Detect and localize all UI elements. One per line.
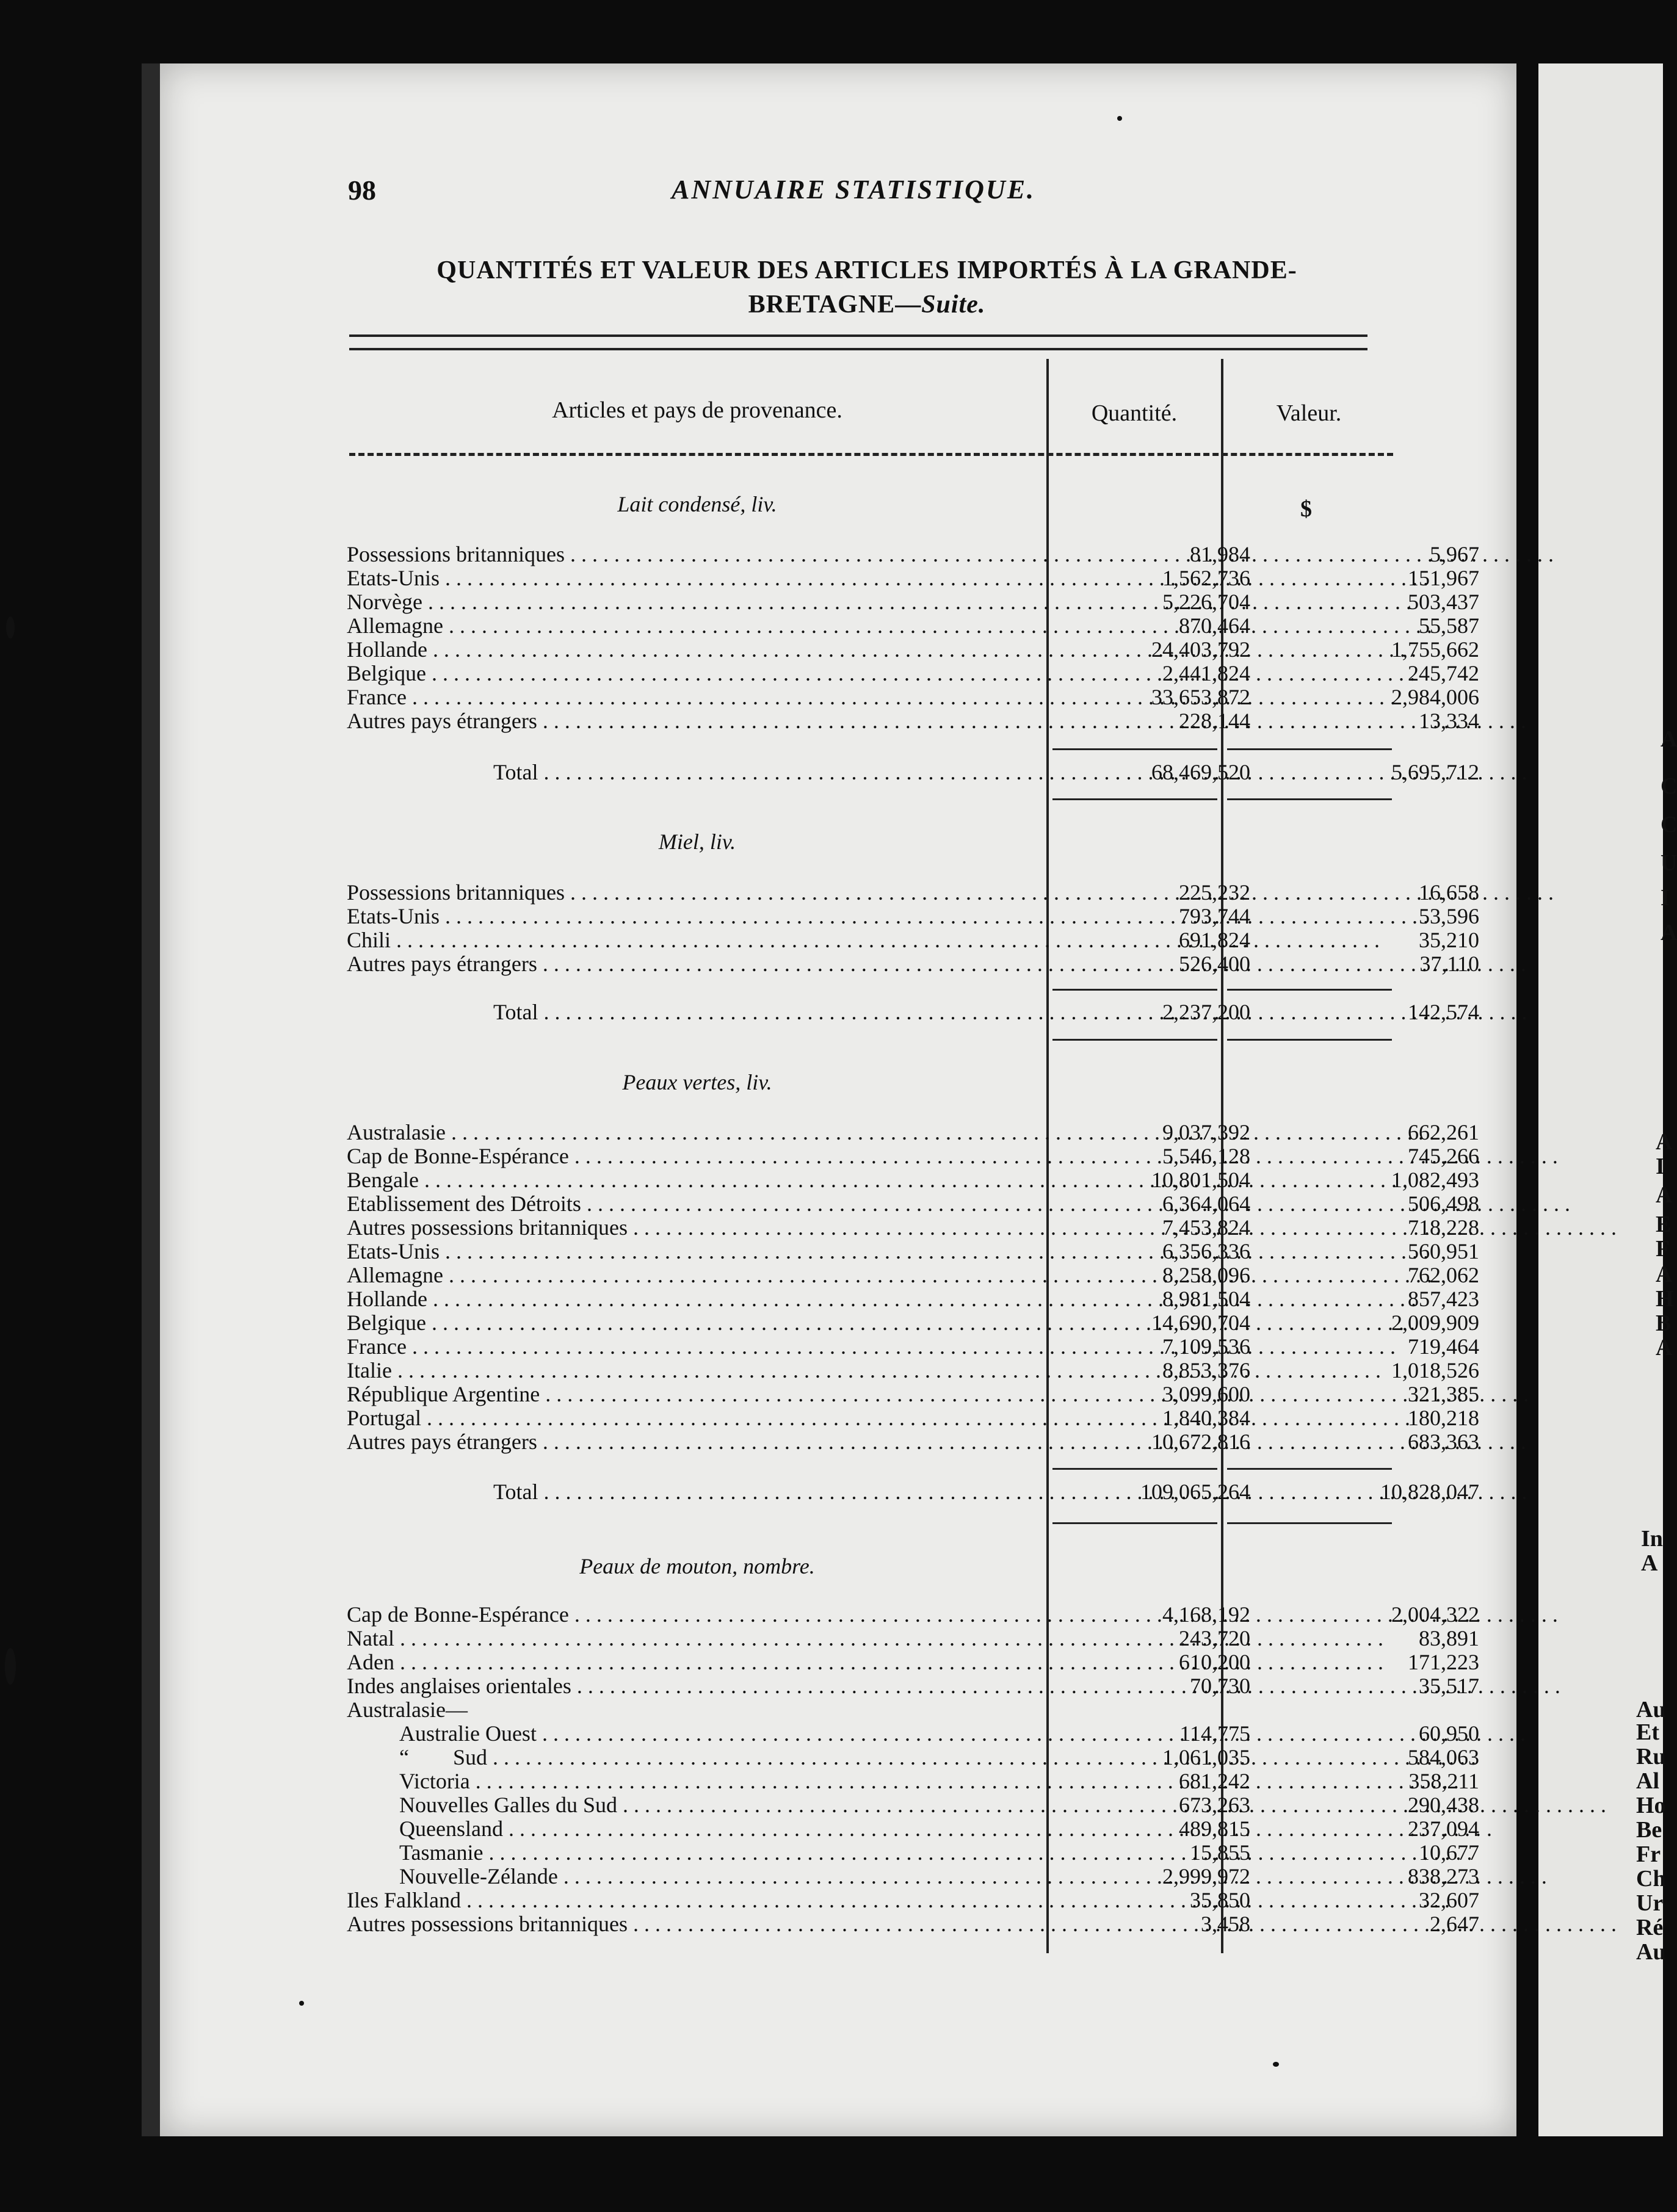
table-row: [347, 1287, 1479, 1311]
row-value: 745,266: [1408, 1144, 1479, 1168]
row-value: 719,464: [1408, 1334, 1479, 1359]
table-row: [347, 1912, 1479, 1936]
scan-artifact: [299, 2001, 304, 2006]
row-value: 32,607: [1419, 1888, 1479, 1912]
row-value: 60,950: [1419, 1721, 1479, 1746]
table-row: [347, 1191, 1479, 1216]
row-quantity: 3,099,600: [1162, 1382, 1250, 1406]
table-row: [347, 590, 1479, 614]
table-row: [347, 1215, 1479, 1240]
total-value: 142,574: [1408, 1000, 1479, 1024]
facing-letter: Et: [1636, 1719, 1659, 1745]
row-quantity: 2,999,972: [1162, 1864, 1250, 1889]
title-double-rule: [349, 334, 1367, 350]
facing-letter: B: [1656, 1310, 1672, 1336]
sum-rule: [1227, 1468, 1392, 1470]
row-value: 503,437: [1408, 590, 1479, 614]
row-quantity: 14,690,704: [1151, 1310, 1250, 1335]
table-title-line1: QUANTITÉS ET VALEUR DES ARTICLES IMPORTÉS À LA GRANDE-: [436, 256, 1297, 284]
facing-letter: Be: [1636, 1817, 1662, 1843]
sum-rule: [1052, 798, 1217, 800]
book-spine: [142, 63, 160, 2136]
row-quantity: 4,168,192: [1162, 1602, 1250, 1627]
row-quantity: 2,441,824: [1162, 661, 1250, 685]
scan-artifact: [1273, 2062, 1279, 2067]
sum-rule: [1052, 1039, 1217, 1041]
facing-letter: A: [1661, 920, 1677, 945]
row-name: Autres pays étrangers: [347, 709, 537, 733]
row-name: Autres possessions britanniques: [347, 1215, 628, 1240]
section-title: Lait condensé, liv.: [617, 492, 777, 516]
row-name: Australasie: [347, 1120, 446, 1144]
row-quantity: 870,464: [1179, 613, 1250, 638]
row-name: Chili: [347, 928, 391, 952]
page-number: 98: [348, 175, 376, 206]
table-row: [347, 928, 1479, 952]
row-name: Italie: [347, 1358, 392, 1382]
row-quantity: 15,855: [1190, 1840, 1250, 1865]
row-quantity: 35,850: [1190, 1888, 1250, 1912]
scan-artifact: [1117, 116, 1122, 121]
row-name: Hollande: [347, 1287, 427, 1311]
facing-letter: A: [1656, 1129, 1673, 1155]
facing-letter: Al: [1636, 1768, 1659, 1794]
row-value: 560,951: [1408, 1239, 1479, 1263]
facing-letter: Ch: [1636, 1866, 1666, 1892]
row-name: Possessions britanniques: [347, 542, 565, 566]
row-name: République Argentine: [347, 1382, 540, 1406]
row-quantity: 6,364,064: [1162, 1191, 1250, 1216]
table-row: [347, 1650, 1479, 1674]
row-name: Nouvelle-Zélande: [399, 1864, 558, 1889]
row-quantity: 243,720: [1179, 1626, 1250, 1650]
row-name: Etats-Unis: [347, 566, 440, 590]
table-row: [347, 880, 1479, 905]
row-name: Portugal: [347, 1406, 421, 1430]
facing-letter: E: [1656, 1212, 1672, 1237]
row-name: Natal: [347, 1626, 394, 1650]
table-row: [347, 1674, 1479, 1698]
row-name: Queensland: [399, 1816, 503, 1841]
facing-letter: Ur: [1636, 1890, 1664, 1916]
facing-letter: U: [1661, 850, 1677, 876]
row-value: 584,063: [1408, 1745, 1479, 1769]
row-value: 171,223: [1408, 1650, 1479, 1674]
row-value: 718,228: [1408, 1215, 1479, 1240]
facing-letter: H: [1656, 1286, 1674, 1312]
table-row: [347, 904, 1479, 928]
sum-rule: [1227, 798, 1392, 800]
row-value: 358,211: [1408, 1769, 1479, 1793]
row-quantity: 8,258,096: [1162, 1263, 1250, 1287]
row-name: Autres possessions britanniques: [347, 1912, 628, 1936]
row-quantity: 681,242: [1179, 1769, 1250, 1793]
row-value: 290,438: [1408, 1793, 1479, 1817]
table-row: [347, 1769, 1479, 1793]
row-quantity: 6,356,336: [1162, 1239, 1250, 1263]
total-quantity: 109,065,264: [1140, 1480, 1250, 1504]
row-name: Etats-Unis: [347, 904, 440, 928]
row-value: 1,018,526: [1391, 1358, 1479, 1382]
row-value: 35,210: [1419, 928, 1479, 952]
row-name: Autres pays étrangers: [347, 1429, 537, 1454]
row-name: France: [347, 685, 407, 709]
table-row: [347, 1816, 1479, 1841]
header-rule: [349, 453, 1393, 456]
sum-rule: [1227, 989, 1392, 991]
facing-letter: A: [1656, 1335, 1673, 1361]
row-quantity: 610,200: [1179, 1650, 1250, 1674]
row-name: Autres pays étrangers: [347, 952, 537, 976]
row-quantity: 10,672,816: [1151, 1429, 1250, 1454]
table-row: [347, 613, 1479, 638]
sum-rule: [1052, 1522, 1217, 1524]
facing-letter: C: [1661, 812, 1677, 837]
table-row: [347, 1888, 1479, 1912]
row-name: Etats-Unis: [347, 1239, 440, 1263]
row-quantity: 5,226,704: [1162, 590, 1250, 614]
row-name: Indes anglaises orientales: [347, 1674, 571, 1698]
row-quantity: 8,981,504: [1162, 1287, 1250, 1311]
row-name: Hollande: [347, 637, 427, 662]
facing-letter: Ho: [1636, 1793, 1666, 1818]
row-name: “ Sud: [399, 1745, 487, 1769]
facing-letter: A: [1656, 1262, 1673, 1287]
column-header-valeur: Valeur.: [1276, 400, 1342, 426]
row-name: Etablissement des Détroits: [347, 1191, 581, 1216]
row-value: 151,967: [1408, 566, 1479, 590]
facing-page-edge: [1538, 63, 1677, 2136]
row-quantity: 228,144: [1179, 709, 1250, 733]
row-quantity: 7,109,536: [1162, 1334, 1250, 1359]
row-name: Allemagne: [347, 613, 443, 638]
facing-letter: Ré: [1636, 1915, 1664, 1940]
table-row: [347, 661, 1479, 685]
row-value: 180,218: [1408, 1406, 1479, 1430]
sum-rule: [1227, 748, 1392, 750]
section-title: Peaux de mouton, nombre.: [579, 1554, 815, 1578]
table-row: [347, 1382, 1479, 1406]
row-quantity: 70,730: [1190, 1674, 1250, 1698]
row-value: 762,062: [1408, 1263, 1479, 1287]
row-quantity: 793,744: [1179, 904, 1250, 928]
sum-rule: [1052, 1468, 1217, 1470]
sum-rule: [1052, 989, 1217, 991]
row-value: 838,273: [1408, 1864, 1479, 1889]
row-value: 13,334: [1419, 709, 1479, 733]
row-quantity: 1,061,035: [1162, 1745, 1250, 1769]
table-row: [347, 1697, 1385, 1722]
facing-letter: Ru: [1636, 1744, 1666, 1769]
column-header-articles: Articles et pays de provenance.: [552, 397, 842, 423]
table-row: [347, 1745, 1479, 1769]
row-value: 35,517: [1419, 1674, 1479, 1698]
row-name: Nouvelles Galles du Sud: [399, 1793, 617, 1817]
row-name: Cap de Bonne-Espérance: [347, 1602, 569, 1627]
row-value: 83,891: [1419, 1626, 1479, 1650]
total-row: [347, 1000, 1479, 1024]
facing-letter: A: [1656, 1182, 1673, 1208]
row-quantity: 1,840,384: [1162, 1406, 1250, 1430]
row-name: Australie Ouest: [399, 1721, 537, 1746]
row-quantity: 7,453,824: [1162, 1215, 1250, 1240]
sum-rule: [1227, 1522, 1392, 1524]
row-value: 55,587: [1419, 613, 1479, 638]
table-row: [347, 1864, 1479, 1889]
row-name: France: [347, 1334, 407, 1359]
total-value: 10,828,047: [1380, 1480, 1479, 1504]
row-quantity: 81,984: [1190, 542, 1250, 566]
facing-letter: F: [1656, 1236, 1670, 1262]
table-row: [347, 1144, 1479, 1168]
row-quantity: 225,232: [1179, 880, 1250, 905]
row-value: 1,755,662: [1391, 637, 1479, 662]
page-header: [348, 174, 1386, 217]
total-quantity: 68,469,520: [1151, 760, 1250, 784]
sum-rule: [1052, 748, 1217, 750]
total-row: [347, 760, 1479, 784]
total-quantity: 2,237,200: [1162, 1000, 1250, 1024]
facing-letter: Au: [1636, 1939, 1666, 1965]
table-row: [347, 1406, 1479, 1430]
facing-letter: In: [1641, 1526, 1663, 1552]
total-value: 5,695,712: [1391, 760, 1479, 784]
row-quantity: 114,775: [1179, 1721, 1250, 1746]
running-title: ANNUAIRE STATISTIQUE.: [672, 175, 1036, 204]
row-value: 2,004,322: [1391, 1602, 1479, 1627]
row-value: 237,094: [1408, 1816, 1479, 1841]
table-row: [347, 1120, 1479, 1144]
row-value: 506,498: [1408, 1191, 1479, 1216]
row-quantity: 24,403,792: [1151, 637, 1250, 662]
scan-artifact: [5, 1648, 16, 1685]
table-row: [347, 566, 1479, 590]
row-name: Possessions britanniques: [347, 880, 565, 905]
row-value: 2,984,006: [1391, 685, 1479, 709]
row-quantity: 691,824: [1179, 928, 1250, 952]
row-quantity: 8,853,376: [1162, 1358, 1250, 1382]
facing-letter: I: [1656, 1154, 1665, 1179]
table-row: [347, 1602, 1479, 1627]
table-row: [347, 952, 1479, 976]
row-value: 2,647: [1430, 1912, 1479, 1936]
row-name: Victoria: [399, 1769, 470, 1793]
row-value: 321,385: [1408, 1382, 1479, 1406]
table-title-suite: Suite.: [921, 291, 986, 319]
section-title: Peaux vertes, liv.: [622, 1070, 772, 1094]
table-row: [347, 1334, 1479, 1359]
table-row: [347, 1429, 1479, 1454]
dollar-sign: $: [1300, 496, 1312, 522]
row-value: 37,110: [1419, 952, 1479, 976]
table-row: [347, 1721, 1479, 1746]
row-value: 2,009,909: [1391, 1310, 1479, 1335]
table-row: [347, 1168, 1479, 1192]
row-name: Belgique: [347, 661, 426, 685]
column-header-quantite: Quantité.: [1091, 400, 1178, 426]
table-row: [347, 1239, 1479, 1263]
facing-letter: A: [1641, 1550, 1658, 1576]
sum-rule: [1227, 1039, 1392, 1041]
facing-letter: C: [1661, 773, 1677, 799]
row-quantity: 1,562,736: [1162, 566, 1250, 590]
row-name: Aden: [347, 1650, 394, 1674]
facing-letter: Fr: [1636, 1842, 1661, 1867]
row-quantity: 5,546,128: [1162, 1144, 1250, 1168]
row-value: 1,082,493: [1391, 1168, 1479, 1192]
table-title-line2: [348, 287, 1386, 322]
section-title: Miel, liv.: [658, 830, 736, 854]
row-value: 662,261: [1408, 1120, 1479, 1144]
row-name: Bengale: [347, 1168, 419, 1192]
table-row: [347, 685, 1479, 709]
row-value: 16,658: [1419, 880, 1479, 905]
table-row: [347, 1263, 1479, 1287]
table-row: [347, 542, 1479, 566]
table-row: [347, 1793, 1479, 1817]
row-quantity: 3,458: [1201, 1912, 1250, 1936]
row-value: 245,742: [1408, 661, 1479, 685]
total-row: [347, 1480, 1479, 1504]
row-value: 10,677: [1419, 1840, 1479, 1865]
row-value: 5,967: [1430, 542, 1479, 566]
row-quantity: 526,400: [1179, 952, 1250, 976]
row-value: 683,363: [1408, 1429, 1479, 1454]
table-row: [347, 637, 1479, 662]
table-row: [347, 709, 1479, 733]
total-label: Total: [493, 760, 538, 784]
table-row: [347, 1310, 1479, 1335]
row-name: Cap de Bonne-Espérance: [347, 1144, 569, 1168]
row-quantity: 9,037,392: [1162, 1120, 1250, 1144]
scan-artifact: [6, 616, 15, 638]
row-name: Belgique: [347, 1310, 426, 1335]
row-name: Norvège: [347, 590, 422, 614]
table-row: [347, 1626, 1479, 1650]
table-title-line2-text: BRETAGNE—: [748, 291, 922, 319]
row-name: Iles Falkland: [347, 1888, 461, 1912]
row-name: Australasie—: [347, 1697, 468, 1722]
table-row: [347, 1358, 1479, 1382]
row-value: 53,596: [1419, 904, 1479, 928]
total-label: Total: [493, 1000, 538, 1024]
row-quantity: 33,653,872: [1151, 685, 1250, 709]
row-name: Allemagne: [347, 1263, 443, 1287]
row-quantity: 673,263: [1179, 1793, 1250, 1817]
facing-letter: Au: [1636, 1697, 1666, 1722]
row-value: 857,423: [1408, 1287, 1479, 1311]
row-name: Tasmanie: [399, 1840, 484, 1865]
row-quantity: 10,801,504: [1151, 1168, 1250, 1192]
total-label: Total: [493, 1480, 538, 1504]
table-title: [348, 253, 1386, 322]
facing-letter: A: [1661, 726, 1677, 752]
table-row: [347, 1840, 1479, 1865]
row-quantity: 489,815: [1179, 1816, 1250, 1841]
facing-letter: I: [1661, 885, 1670, 911]
